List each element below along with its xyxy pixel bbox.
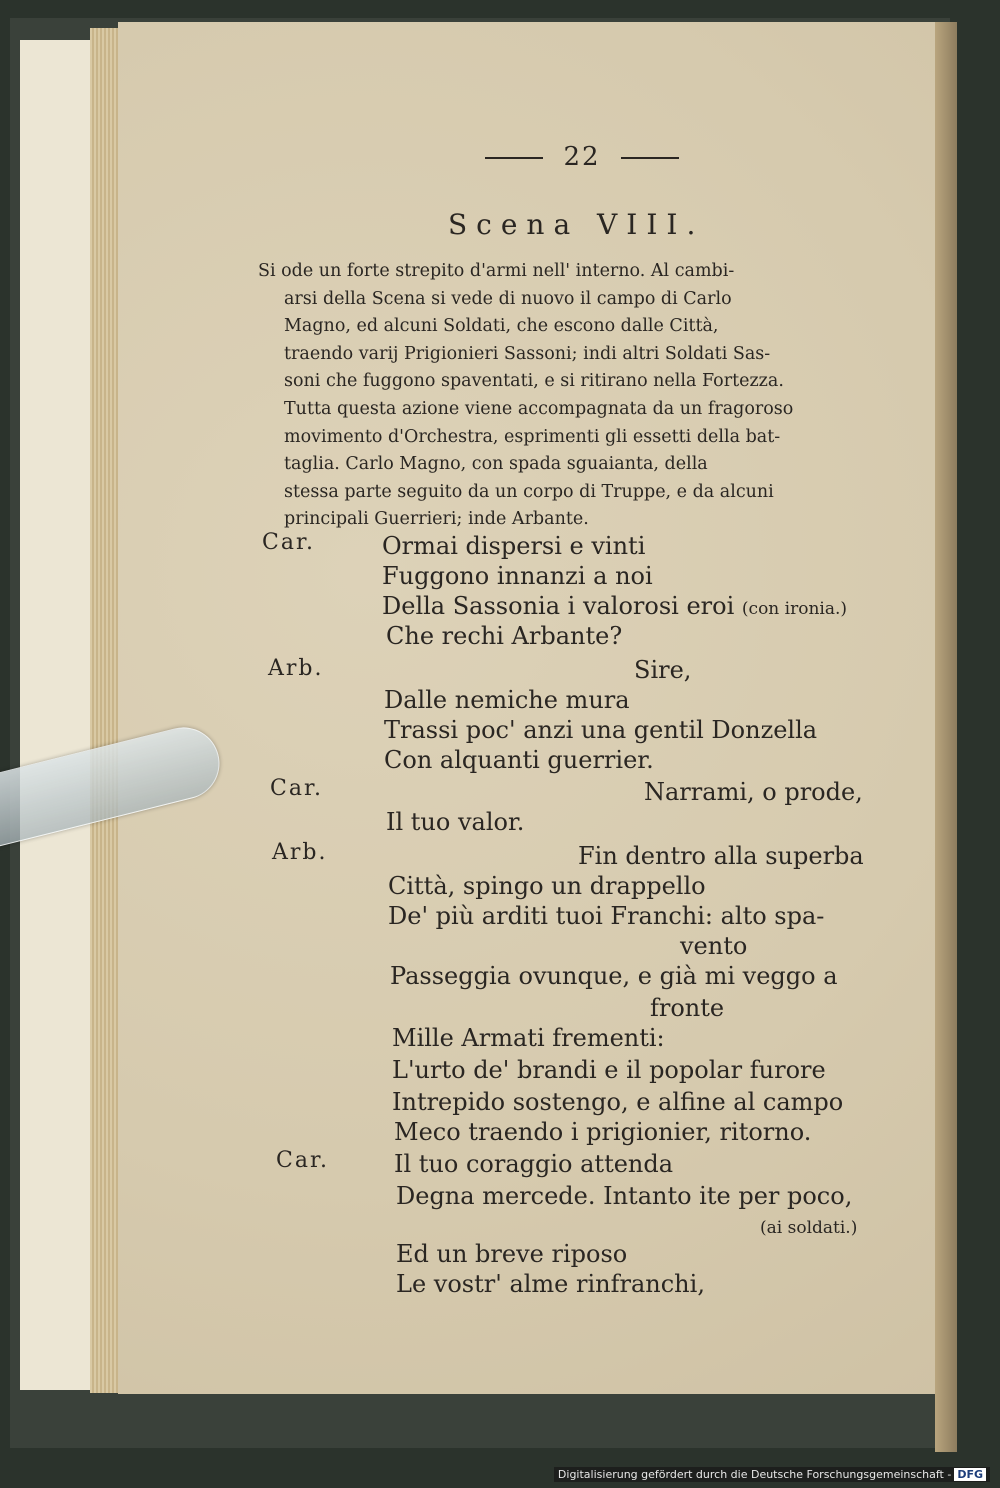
verse-line: Con alquanti guerrier. [384,746,654,774]
stage-aside: (con ironia.) [741,599,848,619]
stage-line: Magno, ed alcuni Soldati, che escono dalle Città, [284,316,719,337]
verse-line: Della Sassonia i valorosi eroi (con ironia.) [382,592,848,620]
digitization-footer [554,1467,990,1482]
verse-line: Ed un breve riposo [396,1240,628,1268]
verse-line: Meco traendo i prigionier, ritorno. [394,1118,812,1146]
verse-line: Il tuo valor. [386,808,525,836]
stage-line: principali Guerrieri; inde Arbante. [284,509,589,530]
stage-line: Tutta questa azione viene accompagnata da un fragoroso [284,398,794,419]
verse-line: Trassi poc' anzi una gentil Donzella [384,716,818,744]
stage-line: movimento d'Orchestra, esprimenti gli essetti della bat- [284,426,781,447]
verse-line: Fuggono innanzi a noi [382,562,653,590]
verse-line: Città, spingo un drappello [388,872,706,900]
verse-line: Mille Armati frementi: [392,1024,665,1052]
speaker-label: Car. [270,776,324,801]
stage-line: stessa parte seguito da un corpo di Truppe, e da alcuni [284,481,774,502]
verse-line: Ormai dispersi e vinti [382,532,646,560]
stage-line: traendo varij Prigionieri Sassoni; indi altri Soldati Sas- [284,343,771,364]
speaker-label: Car. [262,530,316,555]
verse-line: Degna mercede. Intanto ite per poco, [396,1182,853,1210]
verse-line: Fin dentro alla superba [578,842,864,870]
verse-line: Narrami, o prode, [644,778,863,806]
verse-line: L'urto de' brandi e il popolar furore [392,1056,826,1084]
stage-line: arsi della Scena si vede di nuovo il campo di Carlo [284,288,732,309]
verse-line: Sire, [634,656,692,684]
speaker-label: Arb. [272,840,328,865]
verse-line: Che rechi Arbante? [386,622,623,650]
verse-line: Intrepido sostengo, e alfine al campo [392,1088,844,1116]
stage-line: Si ode un forte strepito d'armi nell' interno. Al cambi- [258,261,735,281]
footer-text: Digitalisierung gefördert durch die Deutsche Forschungsgemeinschaft - [557,1468,952,1481]
stage-direction [258,258,918,534]
stage-aside: (ai soldati.) [760,1218,858,1238]
speaker-label: Arb. [268,656,324,681]
stage-line: soni che fuggono spaventati, e si ritirano nella Fortezza. [284,371,784,392]
verse-line: vento [680,932,748,960]
verse-line: Dalle nemiche mura [384,686,630,714]
scene-title: Scena VIII. [448,208,705,241]
verse-line: Le vostr' alme rinfranchi, [396,1270,705,1298]
dfg-logo: DFG [954,1468,986,1481]
verse-line: fronte [650,994,725,1022]
page-number: 22 [462,142,702,172]
speaker-label: Car. [276,1148,330,1173]
stage-line: taglia. Carlo Magno, con spada sguaianta, della [284,454,708,475]
verse-line: Il tuo coraggio attenda [394,1150,674,1178]
verse-line: De' più arditi tuoi Franchi: alto spa- [388,902,825,930]
verse-line: Passeggia ovunque, e già mi veggo a [390,962,838,990]
